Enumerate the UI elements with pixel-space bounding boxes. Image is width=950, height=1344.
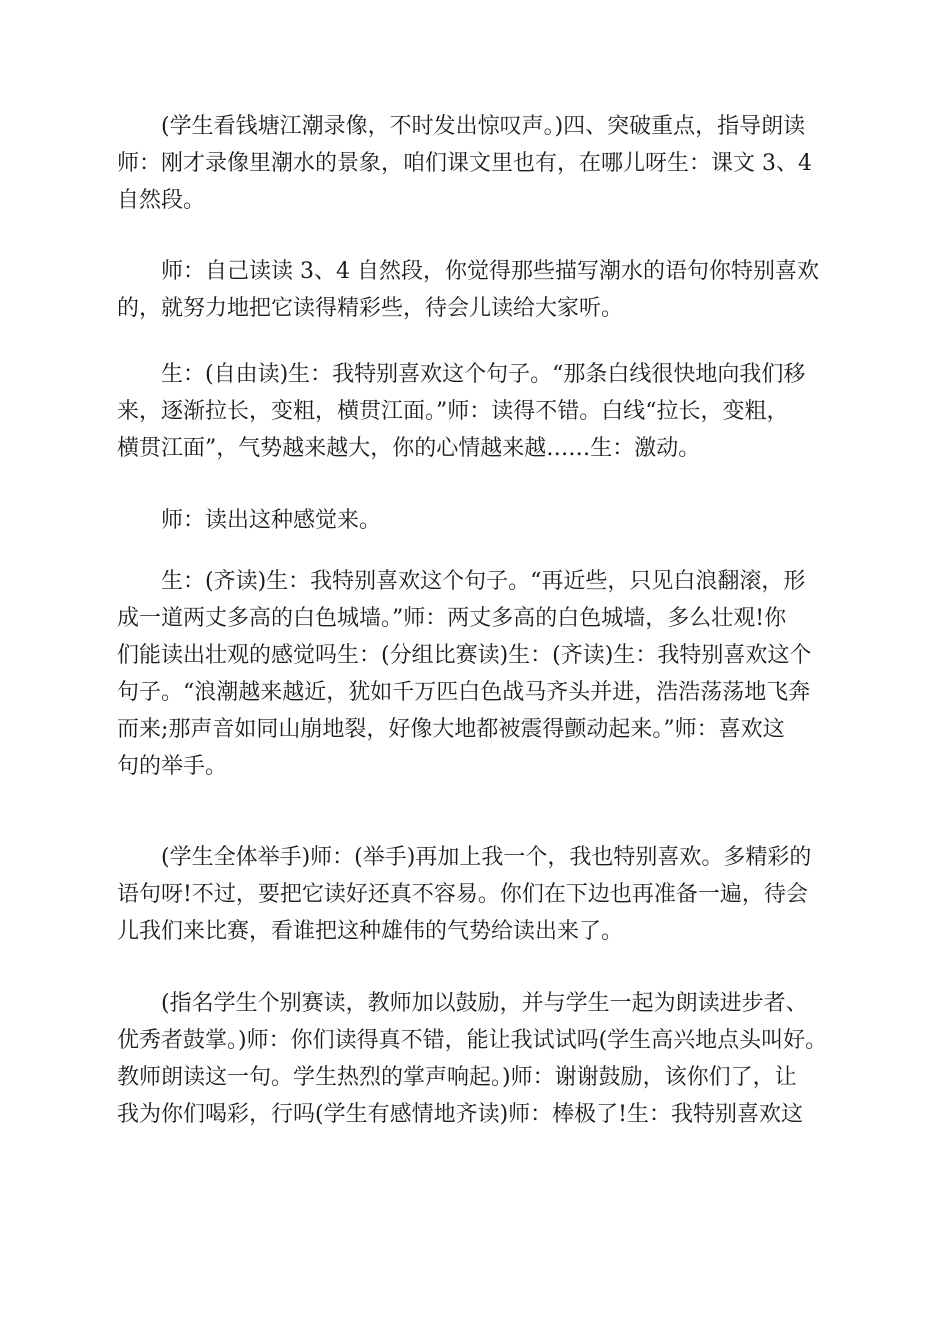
paragraph-5	[117, 563, 837, 785]
text-line: 生：(齐读)生：我特别喜欢这个句子。“再近些，只见白浪翻滚，形	[161, 569, 806, 594]
paragraph-4	[117, 502, 837, 539]
text-line: 句的举手。	[117, 754, 228, 779]
text-line: 师：自己读读 3、4 自然段，你觉得那些描写潮水的语句你特别喜欢	[161, 259, 819, 284]
paragraph-2	[117, 253, 837, 327]
text-line: 的，就努力地把它读得精彩些，待会儿读给大家听。	[117, 296, 624, 321]
text-line: 生：(自由读)生：我特别喜欢这个句子。“那条白线很快地向我们移	[161, 362, 806, 387]
paragraph-7	[117, 985, 837, 1133]
text-line: 我为你们喝彩，行吗(学生有感情地齐读)师：棒极了!生：我特别喜欢这	[117, 1102, 804, 1127]
text-line: 自然段。	[117, 188, 206, 213]
text-line: 们能读出壮观的感觉吗生：(分组比赛读)生：(齐读)生：我特别喜欢这个	[117, 643, 812, 668]
paragraph-1	[117, 108, 837, 219]
text-line: 教师朗读这一句。学生热烈的掌声响起。)师：谢谢鼓励，该你们了，让	[117, 1065, 797, 1090]
text-line: 句子。“浪潮越来越近，犹如千万匹白色战马齐头并进，浩浩荡荡地飞奔	[117, 680, 811, 705]
paragraph-6	[117, 839, 837, 950]
text-line: 横贯江面”，气势越来越大，你的心情越来越……生：激动。	[117, 436, 701, 461]
text-line: (学生看钱塘江潮录像，不时发出惊叹声。)四、突破重点，指导朗读	[161, 114, 806, 139]
text-line: 来，逐渐拉长，变粗，横贯江面。”师：读得不错。白线“拉长，变粗，	[117, 399, 789, 424]
text-line: 语句呀!不过，要把它读好还真不容易。你们在下边也再准备一遍，待会	[117, 882, 808, 907]
paragraph-3	[117, 356, 837, 467]
text-line: 成一道两丈多高的白色城墙。”师：两丈多高的白色城墙，多么壮观!你	[117, 606, 787, 631]
text-line: 师：读出这种感觉来。	[161, 508, 382, 533]
text-line: (指名学生个别赛读，教师加以鼓励，并与学生一起为朗读进步者、	[161, 991, 808, 1016]
text-line: 儿我们来比赛，看谁把这种雄伟的气势给读出来了。	[117, 919, 624, 944]
text-line: 而来;那声音如同山崩地裂，好像大地都被震得颤动起来。”师：喜欢这	[117, 717, 785, 742]
text-line: 优秀者鼓掌。)师：你们读得真不错，能让我试试吗(学生高兴地点头叫好。	[117, 1028, 828, 1053]
text-line: (学生全体举手)师：(举手)再加上我一个，我也特别喜欢。多精彩的	[161, 845, 812, 870]
text-line: 师：刚才录像里潮水的景象，咱们课文里也有，在哪儿呀生：课文 3、4	[117, 151, 812, 176]
